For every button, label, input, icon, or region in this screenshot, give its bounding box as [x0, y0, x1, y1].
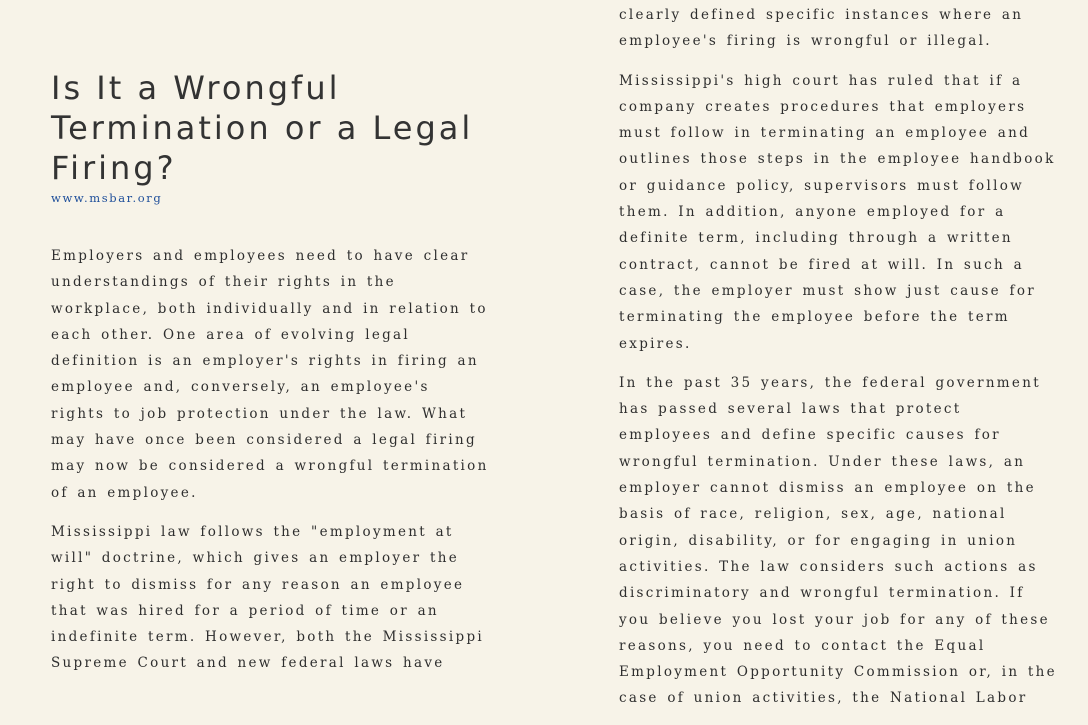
article-title: Is It a Wrongful Termination or a Legal Firing? — [51, 69, 474, 187]
paragraph-employer-rights: Employers and employees need to have clear understandings of their rights in the workplace, both individually and in relation to each other. One area of evolving legal definition is an employer's rights in firing an employee and, conversely, an employee's rights to job protection under the law. What may have once been considered a legal firing may now be considered a wrongful termination of an employee. — [51, 248, 489, 501]
left-column-text — [51, 243, 491, 690]
right-column-text — [619, 2, 1059, 725]
paragraph-federal-laws: In the past 35 years, the federal government has passed several laws that protect employees and define specific causes for wrongful termination. Under these laws, an employer cannot dismiss an employee on the basis of race, religion, sex, age, national origin, disability, or for engaging in union activities. The law considers such actions as discriminatory and wrongful termination. If you believe you lost your job for any of these reasons, you need to contact the Equal Employment Opportunity Commission or, in the case of union activities, the National Labor — [619, 374, 1057, 707]
source-link[interactable]: www.msbar.org — [51, 191, 163, 205]
left-page — [51, 0, 491, 710]
paragraph-high-court-ruling: Mississippi's high court has ruled that if a company creates procedures that employers must follow in terminating an employee and outlines those steps in the employee handbook or guidance policy, supervisors must follow them. In addition, anyone employed for a definite term, including through a written contract, cannot be fired at will. In such a case, the employer must show just cause for terminating the employee before the term expires. — [619, 72, 1056, 352]
paragraph-wrongful-instances: clearly defined specific instances where an employee's firing is wrongful or illegal. — [619, 7, 1024, 50]
paragraph-employment-at-will: Mississippi law follows the "employment at will" doctrine, which gives an employer the right to dismiss for any reason an employee that was hired for a period of time or an indefinite term. However, both the Mississippi Supreme Court and new federal laws have — [51, 523, 485, 672]
right-page — [619, 0, 1059, 710]
